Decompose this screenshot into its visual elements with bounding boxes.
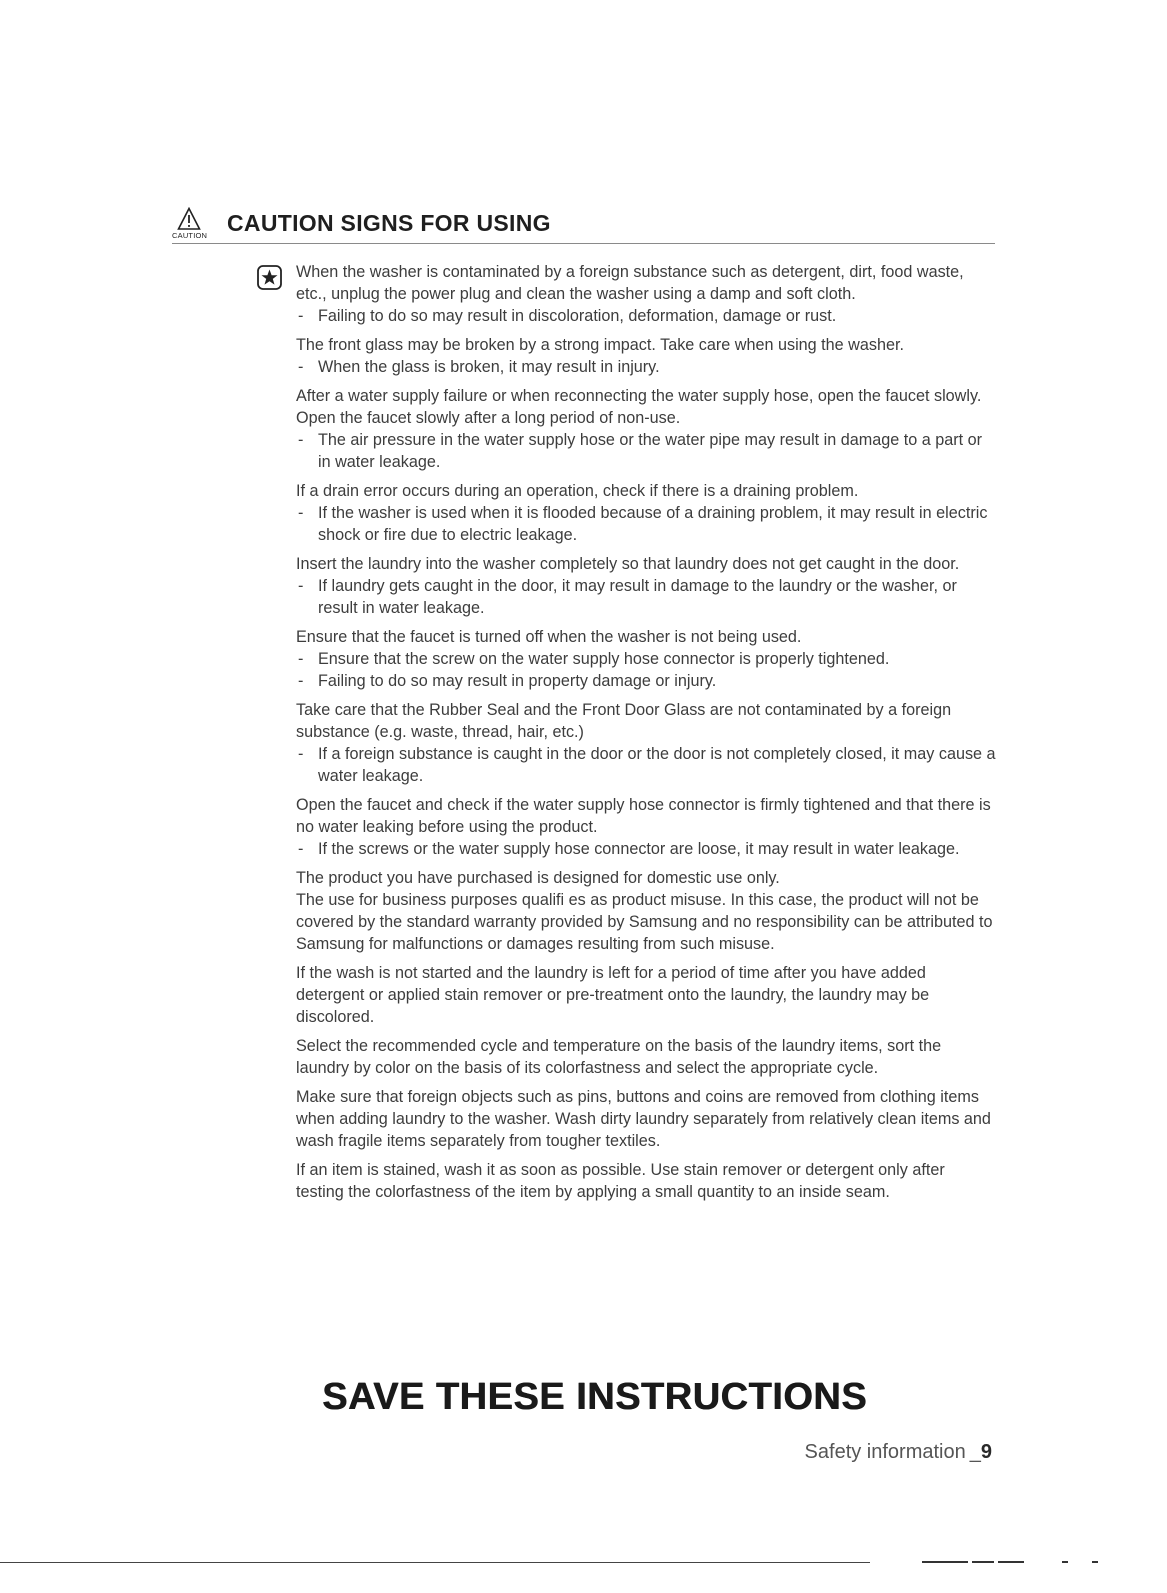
caution-item <box>296 334 996 378</box>
bottom-rule <box>0 1562 870 1563</box>
caution-sub-item <box>296 743 996 787</box>
dash-bullet: - <box>298 358 304 376</box>
caution-sub-item <box>296 575 996 619</box>
footer-separator: _ <box>969 1441 981 1463</box>
caution-item <box>296 480 996 546</box>
caution-sub-item <box>296 429 996 473</box>
dash-bullet: - <box>298 307 304 325</box>
caution-item <box>296 794 996 860</box>
caution-item <box>296 1086 996 1152</box>
caution-item <box>296 699 996 787</box>
caution-text: The product you have purchased is designed for domestic use only. <box>296 869 780 887</box>
dash-bullet: - <box>298 672 304 690</box>
footer-section-name: Safety information <box>804 1441 966 1463</box>
caution-item <box>296 261 996 327</box>
dash-bullet: - <box>298 840 304 858</box>
caution-text: Make sure that foreign objects such as pins, buttons and coins are removed from clothing items when adding laundry to the washer. Wash dirty laundry separately from relatively clean items and wash fragile items separately from tougher textiles. <box>296 1088 991 1150</box>
caution-item <box>296 867 996 955</box>
caution-item <box>296 1159 996 1203</box>
section-title: CAUTION SIGNS FOR USING <box>227 210 551 236</box>
save-instructions-heading: SAVE THESE INSTRUCTIONS <box>322 1376 867 1418</box>
caution-text: The front glass may be broken by a strong impact. Take care when using the washer. <box>296 336 904 354</box>
caution-text: The use for business purposes qualifi es as product misuse. In this case, the product will not be covered by the standard warranty provided by Samsung and no responsibility can be attributed to Samsung for malfunctions or damages resulting from such misuse. <box>296 891 993 953</box>
caution-text: If a drain error occurs during an operation, check if there is a draining problem. <box>296 482 859 500</box>
caution-sub-text: If laundry gets caught in the door, it may result in damage to the laundry or the washer, or result in water leakage. <box>318 577 957 617</box>
dash-bullet: - <box>298 745 304 763</box>
caution-item <box>296 626 996 692</box>
caution-sub-text: Ensure that the screw on the water supply hose connector is properly tightened. <box>318 650 890 668</box>
star-important-icon <box>257 265 282 290</box>
caution-item <box>296 385 996 473</box>
caution-warning-icon <box>172 207 206 239</box>
dash-bullet: - <box>298 577 304 595</box>
caution-text: Insert the laundry into the washer completely so that laundry does not get caught in the door. <box>296 555 960 573</box>
caution-sub-text: If a foreign substance is caught in the door or the door is not completely closed, it may cause a water leakage. <box>318 745 996 785</box>
crop-marks <box>922 1561 1102 1564</box>
dash-bullet: - <box>298 650 304 668</box>
caution-text: When the washer is contaminated by a foreign substance such as detergent, dirt, food waste, etc., unplug the power plug and clean the washer using a damp and soft cloth. <box>296 263 964 303</box>
caution-sub-item <box>296 502 996 546</box>
caution-sub-item <box>296 648 996 670</box>
caution-text: Open the faucet slowly after a long period of non-use. <box>296 409 681 427</box>
caution-text: Select the recommended cycle and temperature on the basis of the laundry items, sort the laundry by color on the basis of its colorfastness and select the appropriate cycle. <box>296 1037 942 1077</box>
caution-sub-text: Failing to do so may result in property damage or injury. <box>318 672 717 690</box>
page-footer <box>805 1441 992 1464</box>
caution-sub-text: Failing to do so may result in discoloration, deformation, damage or rust. <box>318 307 837 325</box>
caution-sub-text: The air pressure in the water supply hose or the water pipe may result in damage to a part or in water leakage. <box>318 431 983 471</box>
caution-sub-text: When the glass is broken, it may result in injury. <box>318 358 660 376</box>
caution-sub-item <box>296 670 996 692</box>
caution-text: If an item is stained, wash it as soon as possible. Use stain remover or detergent only after testing the colorfastness of the item by applying a small quantity to an inside seam. <box>296 1161 945 1201</box>
caution-sub-text: If the washer is used when it is flooded because of a draining problem, it may result in electric shock or fire due to electric leakage. <box>318 504 988 544</box>
dash-bullet: - <box>298 431 304 449</box>
caution-item <box>296 553 996 619</box>
caution-sub-item <box>296 356 996 378</box>
caution-sub-item <box>296 838 996 860</box>
section-header <box>172 207 995 244</box>
caution-text: After a water supply failure or when reconnecting the water supply hose, open the faucet slowly. <box>296 387 982 405</box>
caution-list <box>296 261 996 1210</box>
caution-item <box>296 1035 996 1079</box>
page-number: 9 <box>980 1441 992 1463</box>
caution-text: Ensure that the faucet is turned off when the washer is not being used. <box>296 628 802 646</box>
dash-bullet: - <box>298 504 304 522</box>
caution-text: If the wash is not started and the laundry is left for a period of time after you have added detergent or applied stain remover or pre-treatment onto the laundry, the laundry may be discolored. <box>296 964 930 1026</box>
caution-text: Take care that the Rubber Seal and the Front Door Glass are not contaminated by a foreign substance (e.g. waste, thread, hair, etc.) <box>296 701 952 741</box>
caution-icon-label: CAUTION <box>172 231 208 240</box>
caution-sub-item <box>296 305 996 327</box>
caution-sub-text: If the screws or the water supply hose connector are loose, it may result in water leakage. <box>318 840 960 858</box>
caution-item <box>296 962 996 1028</box>
caution-text: Open the faucet and check if the water supply hose connector is firmly tightened and that there is no water leaking before using the product. <box>296 796 991 836</box>
